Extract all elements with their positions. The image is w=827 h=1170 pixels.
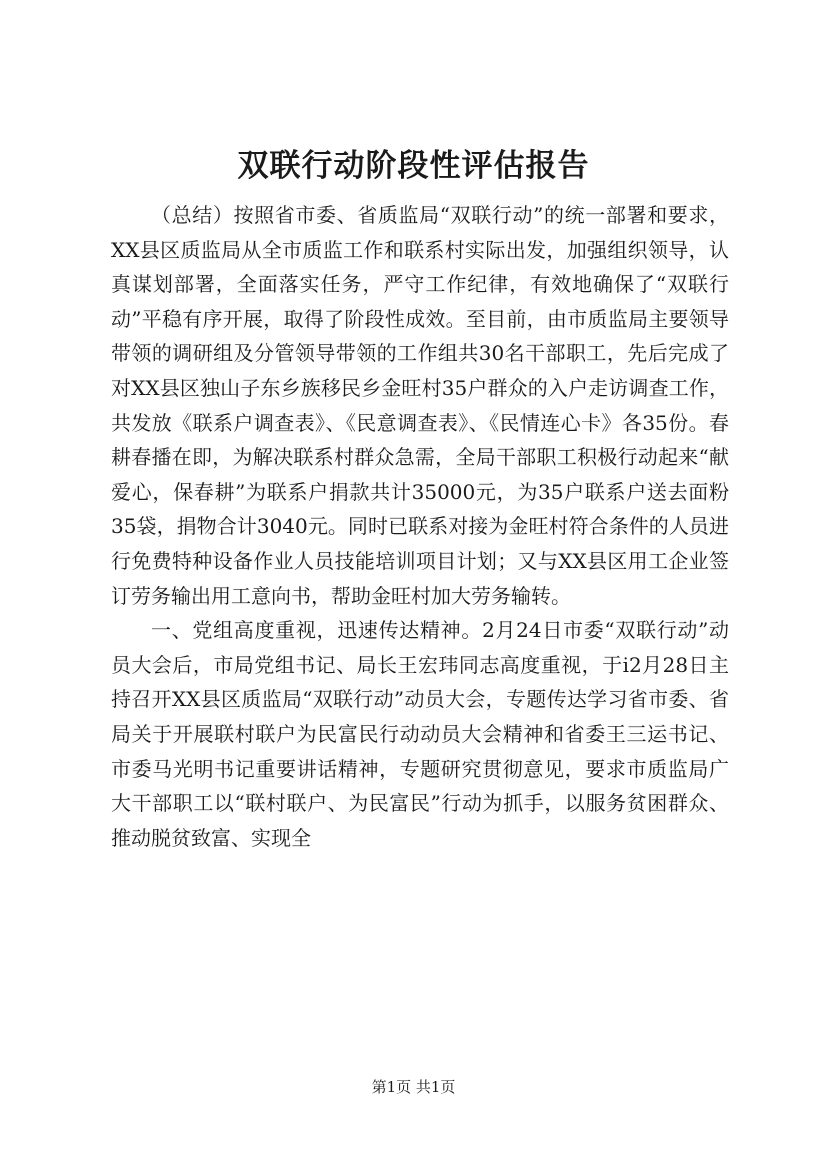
- paragraph-section-one: 一、党组高度重视，迅速传达精神。2月24日市委“双联行动”动员大会后，市局党组书记、局长王宏玮同志高度重视，于i2月28日主持召开XX县区质监局“双联行动”动员大会，专题传达学习省市委、省局关于开展联村联户为民富民行动动员大会精神和省委王三运书记、市委马光明书记重要讲话精神，专题研究贯彻意见，要求市质监局广大干部职工以“联村联户、为民富民”行动为抓手，以服务贫困群众、推动脱贫致富、实现全: [111, 618, 729, 850]
- paragraph-summary: （总结）按照省市委、省质监局“双联行动”的统一部署和要求，XX县区质监局从全市质监工作和联系村实际出发，加强组织领导，认真谋划部署，全面落实任务，严守工作纪律，有效地确保了“双联行动”平稳有序开展，取得了阶段性成效。至目前，由市质监局主要领导带领的调研组及分管领导带领的工作组共30名干部职工，先后完成了对XX县区独山子东乡族移民乡金旺村35户群众的入户走访调查工作，共发放《联系户调查表》、《民意调查表》、《民情连心卡》各35份。春耕春播在即，为解决联系村群众急需，全局干部职工积极行动起来“献爱心，保春耕”为联系户捐款共计35000元，为35户联系户送去面粉35袋，捐物合计3040元。同时已联系对接为金旺村符合条件的人员进行免费特种设备作业人员技能培训项目计划；又与XX县区用工企业签订劳务输出用工意向书，帮助金旺村加大劳务输转。: [111, 203, 729, 608]
- page-footer: 第1页 共1页: [371, 1078, 456, 1096]
- document-body: [111, 198, 729, 855]
- document-title: 双联行动阶段性评估报告: [237, 148, 590, 184]
